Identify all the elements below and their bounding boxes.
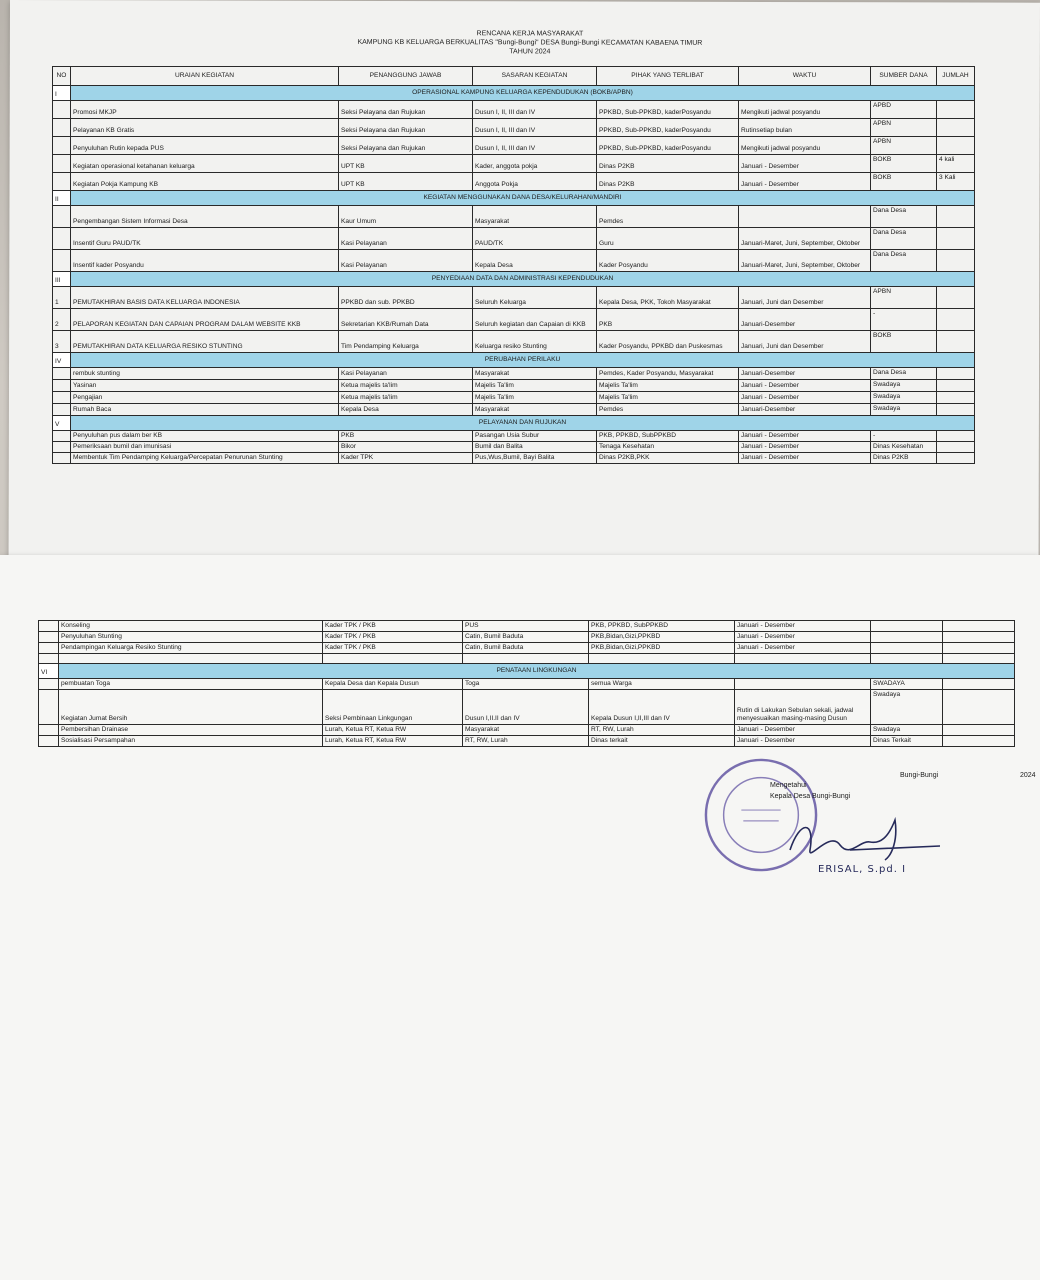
section-number: II <box>53 191 71 206</box>
person-in-charge: Seksi Pelayana dan Rujukan <box>339 101 473 119</box>
document-year: TAHUN 2024 <box>509 48 551 56</box>
person-in-charge: Sekretarian KKB/Rumah Data <box>339 309 473 331</box>
table-row <box>39 690 1015 725</box>
empty-cell <box>323 654 463 664</box>
funding-source: Dana Desa <box>871 228 937 250</box>
row-number <box>39 736 59 747</box>
funding-source: Swadaya <box>871 404 937 416</box>
involved-parties: Guru <box>597 228 739 250</box>
time-schedule: Januari - Desember <box>735 632 871 643</box>
funding-source: Dana Desa <box>871 368 937 380</box>
row-number: 2 <box>53 309 71 331</box>
table-row <box>39 643 1015 654</box>
empty-cell <box>39 654 59 664</box>
activity-description: Kegiatan Jumat Bersih <box>59 690 323 725</box>
activity-description: Pengajian <box>71 392 339 404</box>
table-row <box>53 287 975 309</box>
row-number <box>39 632 59 643</box>
funding-source: Dana Desa <box>871 206 937 228</box>
activity-target: Masyarakat <box>473 404 597 416</box>
funding-source: Swadaya <box>871 380 937 392</box>
section-header-row <box>53 416 975 431</box>
amount <box>937 287 975 309</box>
activity-target: Pasangan Usia Subur <box>473 431 597 442</box>
table-row <box>53 137 975 155</box>
amount <box>937 331 975 353</box>
section-title: OPERASIONAL KAMPUNG KELUARGA KEPENDUDUKAN (BOKB/APBN) <box>71 86 975 101</box>
person-in-charge: Kepala Desa <box>339 404 473 416</box>
activity-target: Catin, Bumil Baduta <box>463 643 589 654</box>
person-in-charge: Seksi Pelayana dan Rujukan <box>339 119 473 137</box>
person-in-charge: UPT KB <box>339 173 473 191</box>
amount <box>943 679 1015 690</box>
activity-description: Penyuluhan pus dalam ber KB <box>71 431 339 442</box>
person-in-charge: Kepala Desa dan Kepala Dusun <box>323 679 463 690</box>
activity-target: Anggota Pokja <box>473 173 597 191</box>
amount <box>943 632 1015 643</box>
involved-parties: Kader Posyandu, PPKBD dan Puskesmas <box>597 331 739 353</box>
row-number: 1 <box>53 287 71 309</box>
involved-parties: RT, RW, Lurah <box>589 725 735 736</box>
activity-target: RT, RW, Lurah <box>463 736 589 747</box>
activity-description: PELAPORAN KEGIATAN DAN CAPAIAN PROGRAM DALAM WEBSITE KKB <box>71 309 339 331</box>
table-row <box>53 331 975 353</box>
activity-description: Sosialisasi Persampahan <box>59 736 323 747</box>
activity-description: Pengembangan Sistem Informasi Desa <box>71 206 339 228</box>
time-schedule: Rutinsetiap bulan <box>739 119 871 137</box>
document-header <box>230 29 830 58</box>
involved-parties: Pemdes, Kader Posyandu, Masyarakat <box>597 368 739 380</box>
person-in-charge: Seksi Pelayana dan Rujukan <box>339 137 473 155</box>
time-schedule: Mengikuti jadwal posyandu <box>739 101 871 119</box>
amount: 3 Kali <box>937 173 975 191</box>
row-number <box>53 392 71 404</box>
section-title: PENYEDIAAN DATA DAN ADMINISTRASI KEPENDUDUKAN <box>71 272 975 287</box>
involved-parties: Pemdes <box>597 206 739 228</box>
activity-description: Pembersihan Drainase <box>59 725 323 736</box>
section-header-row <box>53 272 975 287</box>
activity-description: pembuatan Toga <box>59 679 323 690</box>
activity-target: Bumil dan Balita <box>473 442 597 453</box>
amount <box>937 206 975 228</box>
involved-parties: Kader Posyandu <box>597 250 739 272</box>
column-header: NO <box>53 67 71 86</box>
amount <box>937 368 975 380</box>
table-row <box>53 453 975 464</box>
activity-target: Toga <box>463 679 589 690</box>
time-schedule: Januari - Desember <box>739 392 871 404</box>
column-header: PIHAK YANG TERLIBAT <box>597 67 739 86</box>
empty-cell <box>589 654 735 664</box>
funding-source <box>871 621 943 632</box>
funding-source: APBD <box>871 101 937 119</box>
person-in-charge: Kasi Pelayanan <box>339 250 473 272</box>
table-row <box>39 632 1015 643</box>
involved-parties: PKB,Bidan,Gizi,PPKBD <box>589 632 735 643</box>
row-number <box>53 453 71 464</box>
amount <box>937 137 975 155</box>
funding-source: - <box>871 309 937 331</box>
row-number <box>53 173 71 191</box>
involved-parties: Dinas P2KB <box>597 155 739 173</box>
amount <box>937 250 975 272</box>
funding-source: Swadaya <box>871 392 937 404</box>
section-header-row <box>39 664 1015 679</box>
section-title: PERUBAHAN PERILAKU <box>71 353 975 368</box>
amount <box>937 119 975 137</box>
signature-place: Bungi-Bungi <box>900 772 939 779</box>
person-in-charge: Lurah, Ketua RT, Ketua RW <box>323 725 463 736</box>
section-number: IV <box>53 353 71 368</box>
involved-parties: Pemdes <box>597 404 739 416</box>
time-schedule: Januari - Desember <box>735 736 871 747</box>
table-header-row <box>53 67 975 86</box>
person-in-charge: Kaur Umum <box>339 206 473 228</box>
activity-description: Rumah Baca <box>71 404 339 416</box>
work-plan-table-continued <box>38 620 1015 747</box>
involved-parties: PPKBD, Sub-PPKBD, kaderPosyandu <box>597 137 739 155</box>
involved-parties: Kepala Dusun I,II,III dan IV <box>589 690 735 725</box>
amount <box>943 643 1015 654</box>
person-in-charge: PPKBD dan sub. PPKBD <box>339 287 473 309</box>
funding-source: APBN <box>871 287 937 309</box>
funding-source: Swadaya <box>871 690 943 725</box>
row-number <box>53 119 71 137</box>
time-schedule: Januari-Desember <box>739 309 871 331</box>
amount <box>943 736 1015 747</box>
person-in-charge: Kasi Pelayanan <box>339 368 473 380</box>
table-row <box>53 404 975 416</box>
funding-source: APBN <box>871 119 937 137</box>
amount <box>937 101 975 119</box>
section-title: PELAYANAN DAN RUJUKAN <box>71 416 975 431</box>
row-number <box>39 725 59 736</box>
time-schedule: Januari-Desember <box>739 404 871 416</box>
table-row <box>53 101 975 119</box>
section-number: I <box>53 86 71 101</box>
activity-description: Konseling <box>59 621 323 632</box>
person-in-charge: Ketua majelis ta'lim <box>339 380 473 392</box>
activity-target: Dusun I, II, III dan IV <box>473 119 597 137</box>
person-in-charge: Tim Pendamping Keluarga <box>339 331 473 353</box>
amount <box>937 442 975 453</box>
section-header-row <box>53 353 975 368</box>
row-number <box>39 679 59 690</box>
funding-source: Dana Desa <box>871 250 937 272</box>
column-header: SASARAN KEGIATAN <box>473 67 597 86</box>
time-schedule: Mengikuti jadwal posyandu <box>739 137 871 155</box>
person-in-charge: Kader TPK / PKB <box>323 621 463 632</box>
table-row <box>39 736 1015 747</box>
activity-target: Catin, Bumil Baduta <box>463 632 589 643</box>
person-in-charge: Seksi Pembinaan Linkgungan <box>323 690 463 725</box>
amount <box>937 392 975 404</box>
column-header: URAIAN KEGIATAN <box>71 67 339 86</box>
time-schedule: Januari - Desember <box>735 643 871 654</box>
table-row <box>39 725 1015 736</box>
time-schedule <box>735 679 871 690</box>
activity-target: PUS <box>463 621 589 632</box>
work-plan-table <box>52 66 975 464</box>
activity-target: Masyarakat <box>473 368 597 380</box>
signatory-name: ERISAL, S.pd. I <box>818 864 907 875</box>
person-in-charge: PKB <box>339 431 473 442</box>
funding-source: Dinas Terkait <box>871 736 943 747</box>
table-row <box>53 173 975 191</box>
activity-description: Yasinan <box>71 380 339 392</box>
section-title: PENATAAN LINGKUNGAN <box>59 664 1015 679</box>
column-header: WAKTU <box>739 67 871 86</box>
table-row <box>53 228 975 250</box>
activity-target: Majelis Ta'lim <box>473 392 597 404</box>
time-schedule: Januari-Maret, Juni, September, Oktober <box>739 228 871 250</box>
row-number <box>53 101 71 119</box>
row-number <box>53 380 71 392</box>
person-in-charge: UPT KB <box>339 155 473 173</box>
time-schedule: Januari - Desember <box>735 621 871 632</box>
row-number <box>39 621 59 632</box>
section-number: VI <box>39 664 59 679</box>
empty-cell <box>463 654 589 664</box>
person-in-charge: Kader TPK <box>339 453 473 464</box>
activity-target: Dusun I, II, III dan IV <box>473 101 597 119</box>
table-row <box>53 442 975 453</box>
amount: 4 kali <box>937 155 975 173</box>
row-number <box>53 228 71 250</box>
time-schedule: Januari - Desember <box>739 442 871 453</box>
row-number <box>53 250 71 272</box>
involved-parties: PPKBD, Sub-PPKBD, kaderPosyandu <box>597 119 739 137</box>
person-in-charge: Kader TPK / PKB <box>323 632 463 643</box>
empty-cell <box>943 654 1015 664</box>
amount <box>943 621 1015 632</box>
time-schedule: Januari - Desember <box>739 431 871 442</box>
involved-parties: Dinas P2KB <box>597 173 739 191</box>
activity-target: Masyarakat <box>463 725 589 736</box>
activity-description: Penyuluhan Stunting <box>59 632 323 643</box>
row-number: 3 <box>53 331 71 353</box>
activity-target: Kepala Desa <box>473 250 597 272</box>
amount <box>937 380 975 392</box>
table-row <box>53 206 975 228</box>
table-row <box>53 380 975 392</box>
table-row <box>53 431 975 442</box>
row-number <box>39 690 59 725</box>
table-row <box>53 309 975 331</box>
activity-target: Kader, anggota pokja <box>473 155 597 173</box>
activity-description: Insentif kader Posyandu <box>71 250 339 272</box>
involved-parties: PKB, PPKBD, SubPPKBD <box>589 621 735 632</box>
section-header-row <box>53 86 975 101</box>
empty-cell <box>59 654 323 664</box>
row-number <box>53 442 71 453</box>
activity-description: PEMUTAKHIRAN DATA KELUARGA RESIKO STUNTING <box>71 331 339 353</box>
time-schedule: Januari - Desember <box>739 155 871 173</box>
person-in-charge: Ketua majelis ta'lim <box>339 392 473 404</box>
activity-description: Pemeriksaan bumil dan imunisasi <box>71 442 339 453</box>
funding-source: Dinas Kesehatan <box>871 442 937 453</box>
amount <box>937 404 975 416</box>
time-schedule: Januari-Maret, Juni, September, Oktober <box>739 250 871 272</box>
activity-target: PAUD/TK <box>473 228 597 250</box>
activity-target: Seluruh Keluarga <box>473 287 597 309</box>
activity-description: Penyuluhan Rutin kepada PUS <box>71 137 339 155</box>
activity-target: Dusun I, II, III dan IV <box>473 137 597 155</box>
activity-target: Majelis Ta'lim <box>473 380 597 392</box>
involved-parties: Dinas terkait <box>589 736 735 747</box>
signature-year: 2024 <box>1020 772 1036 779</box>
person-in-charge: Bikor <box>339 442 473 453</box>
empty-cell <box>735 654 871 664</box>
funding-source: BOKB <box>871 331 937 353</box>
row-number <box>53 431 71 442</box>
funding-source: SWADAYA <box>871 679 943 690</box>
section-number: III <box>53 272 71 287</box>
involved-parties: semua Warga <box>589 679 735 690</box>
amount <box>937 431 975 442</box>
time-schedule <box>739 206 871 228</box>
amount <box>937 453 975 464</box>
table-row <box>53 368 975 380</box>
document-title: RENCANA KERJA MASYARAKAT <box>476 30 584 38</box>
involved-parties: Majelis Ta'lim <box>597 392 739 404</box>
amount <box>937 309 975 331</box>
activity-description: rembuk stunting <box>71 368 339 380</box>
section-title: KEGIATAN MENGGUNAKAN DANA DESA/KELURAHAN/MANDIRI <box>71 191 975 206</box>
activity-target: Pus,Wus,Bumil, Bayi Balita <box>473 453 597 464</box>
activity-description: PEMUTAKHIRAN BASIS DATA KELUARGA INDONESIA <box>71 287 339 309</box>
time-schedule: Januari, Juni dan Desember <box>739 331 871 353</box>
table-row <box>53 119 975 137</box>
involved-parties: Majelis Ta'lim <box>597 380 739 392</box>
section-header-row <box>53 191 975 206</box>
amount <box>943 725 1015 736</box>
amount <box>937 228 975 250</box>
funding-source: BOKB <box>871 155 937 173</box>
activity-description: Insentif Guru PAUD/TK <box>71 228 339 250</box>
signature-position: Kepala Desa Bungi-Bungi <box>770 793 851 800</box>
funding-source: - <box>871 431 937 442</box>
activity-description: Membentuk Tim Pendamping Keluarga/Percepatan Penurunan Stunting <box>71 453 339 464</box>
empty-cell <box>871 654 943 664</box>
time-schedule: Januari - Desember <box>739 380 871 392</box>
time-schedule: Januari-Desember <box>739 368 871 380</box>
time-schedule: Januari - Desember <box>735 725 871 736</box>
time-schedule: Rutin di Lakukan Sebulan sekali, jadwal menyesuaikan masing-masing Dusun <box>735 690 871 725</box>
spacer-row <box>39 654 1015 664</box>
row-number <box>53 404 71 416</box>
involved-parties: Kepala Desa, PKK, Tokoh Masyarakat <box>597 287 739 309</box>
activity-description: Kegiatan operasional ketahanan keluarga <box>71 155 339 173</box>
signature-block <box>700 760 1036 880</box>
row-number <box>39 643 59 654</box>
signature-knowing: Mengetahui <box>770 782 807 789</box>
person-in-charge: Lurah, Ketua RT, Ketua RW <box>323 736 463 747</box>
table-row <box>53 250 975 272</box>
involved-parties: Dinas P2KB,PKK <box>597 453 739 464</box>
activity-description: Promosi MKJP <box>71 101 339 119</box>
column-header: SUMBER DANA <box>871 67 937 86</box>
funding-source: Dinas P2KB <box>871 453 937 464</box>
table-row <box>39 621 1015 632</box>
amount <box>943 690 1015 725</box>
activity-target: Dusun I,II.II dan IV <box>463 690 589 725</box>
time-schedule: Januari - Desember <box>739 453 871 464</box>
time-schedule: Januari, Juni dan Desember <box>739 287 871 309</box>
document-subtitle: KAMPUNG KB KELUARGA BERKUALITAS "Bungi-Bungi" DESA Bungi-Bungi KECAMATAN KABAENA TIMUR <box>357 38 703 47</box>
row-number <box>53 155 71 173</box>
column-header: PENANGGUNG JAWAB <box>339 67 473 86</box>
column-header: JUMLAH <box>937 67 975 86</box>
section-number: V <box>53 416 71 431</box>
funding-source: BOKB <box>871 173 937 191</box>
activity-target: Seluruh kegiatan dan Capaian di KKB <box>473 309 597 331</box>
row-number <box>53 368 71 380</box>
activity-description: Pendampingan Keluarga Resiko Stunting <box>59 643 323 654</box>
funding-source: Swadaya <box>871 725 943 736</box>
activity-description: Kegiatan Pokja Kampung KB <box>71 173 339 191</box>
funding-source <box>871 632 943 643</box>
involved-parties: PPKBD, Sub-PPKBD, kaderPosyandu <box>597 101 739 119</box>
involved-parties: PKB, PPKBD, SubPPKBD <box>597 431 739 442</box>
activity-description: Pelayanan KB Gratis <box>71 119 339 137</box>
table-row <box>53 392 975 404</box>
involved-parties: PKB,Bidan,Gizi,PPKBD <box>589 643 735 654</box>
funding-source <box>871 643 943 654</box>
activity-target: Masyarakat <box>473 206 597 228</box>
involved-parties: Tenaga Kesehatan <box>597 442 739 453</box>
funding-source: APBN <box>871 137 937 155</box>
table-row <box>39 679 1015 690</box>
table-row <box>53 155 975 173</box>
involved-parties: PKB <box>597 309 739 331</box>
person-in-charge: Kader TPK / PKB <box>323 643 463 654</box>
person-in-charge: Kasi Pelayanan <box>339 228 473 250</box>
activity-target: Keluarga resiko Stunting <box>473 331 597 353</box>
row-number <box>53 137 71 155</box>
row-number <box>53 206 71 228</box>
time-schedule: Januari - Desember <box>739 173 871 191</box>
